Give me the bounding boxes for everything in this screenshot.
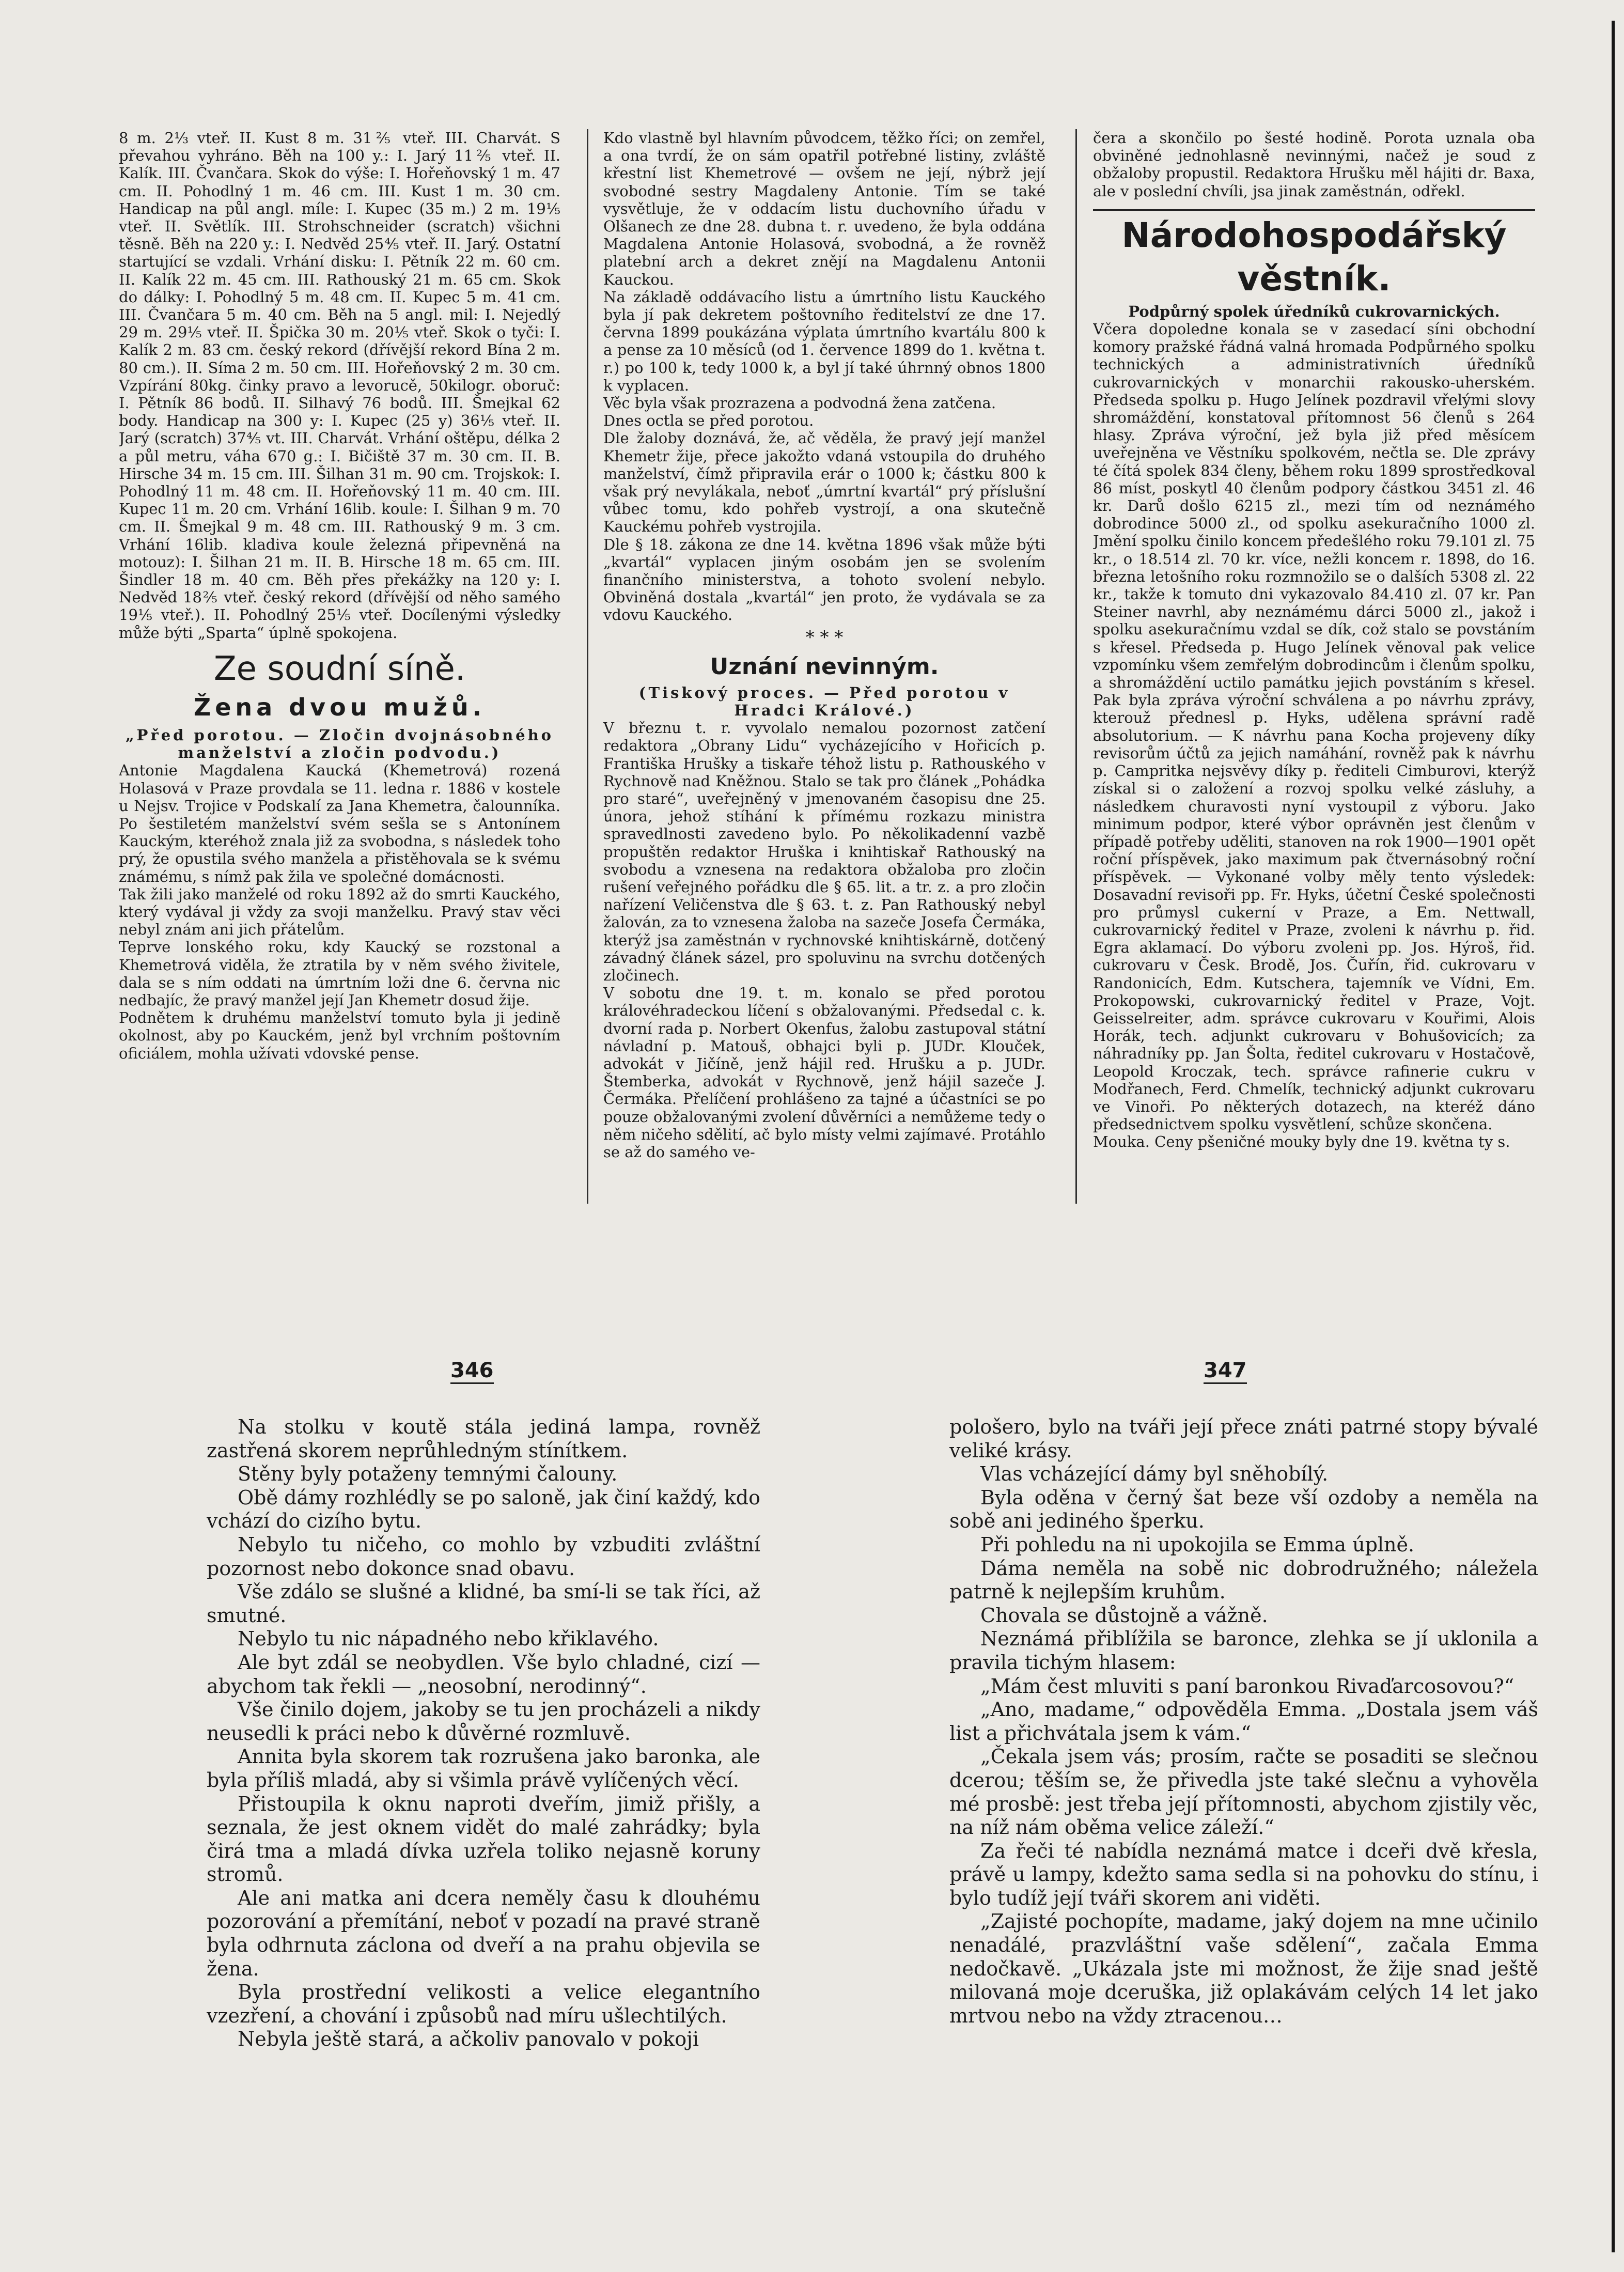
paragraph: Včera dopoledne konala se v zasedací síni obchodní komory pražské řádná valná hromada Podpůrného spolku technických a administrativních úředníků cukrovarnických v monarchii rakousko-uherském. Předseda spolku p. Hugo Jelínek pozdravil vřelými slovy shromáždění, konstatoval přítomnost 56 členů s 264 hlasy. Zpráva výroční, jež byla již před měsícem uveřejněna ve Věstníku spolkovém, nečtla se. Dle zprávy té čítá spolek 834 členy, během roku 1899 sprostředkoval 86 míst, poskytl 40 členům podpory částkou 3451 zl. 46 kr. Darů došlo 6215 zl., mezi tím od neznámého dobrodince 5000 zl., od spolku asekuračního 1000 zl. Jmění spolku činilo koncem předešlého roku 79.101 zl. 75 kr., o 18.514 zl. 70 kr. více, nežli koncem r. 1898, do 16. března letošního roku rozmnožilo se o dalších 5308 zl. 22 kr., takže k tomuto dni vykazovalo 84.410 zl. 07 kr. Pan Steiner navrhl, aby neznámému dárci 5000 zl., jakož i spolku asekuračnímu vzdal se dík, což stalo se povstáním s křesel. Předseda p. Hugo Jelínek věnoval pak velice vzpomínku všem zemřelým dobrodincům i členům spolku, a shromáždění uctilo památku jejich povstáním s křesel. Pak byla zpráva výroční schválena a po návrhu zprávy, kterouž přednesl p. Hyks, udělena správní radě absolutorium. — K návrhu pana Kocha projeveny díky revisorům účtů za jejich namáhání, rovněž pak k návrhu p. Campritka nejsvěvy díky p. řediteli Cimburovi, kterýž získal si o založení a rozvoj spolku velké zásluhy, a následkem churavosti nyní vystoupil z výboru. Jako minimum podpor, které výbor oprávněn jest členům v případě potřeby uděliti, stanoven na rok 1900—1901 opět roční příspěvek, jako maximum pak čtvernásobný roční příspěvek. — Vykonané volby měly tento výsledek: Dosavadní revisoři pp. Fr. Hyks, účetní České společnosti pro průmysl cukerní v Praze, a Em. Nettwall, cukrovarnický ředitel v Praze, zvoleni k návrhu p. řid. Egra aklamací. Do výboru zvoleni pp. Jos. Hýroš, řid. cukrovaru v Česk. Brodě, Jos. Čuřín, řid. cukrovaru v Randonicích, Edm. Kutschera, tajemník ve Vídni, Em. Prokopowski, cukrovarnický ředitel v Praze, Vojt. Geisselreiter, adm. správce cukrovaru v Kouřimi, Alois Horák, tech. adjunkt cukrovaru v Bohušovicích; za náhradníky pp. Jan Šolta, ředitel cukrovaru v Hostačově, Leopold Kroczak, tech. správce rafinerie cukru v Modřanech, Ferd. Chmelík, technický adjunkt cukrovaru ve Vinoři. Po některých dotazech, na kteréž dáno předsednictvem spolku vysvětlení, schůze skončena. xyxy=(1093,320,1535,1133)
book-paragraph: Ale byt zdál se neobydlen. Vše bylo chladné, cizí — abychom tak řekli — „neosobní, nerodinný“. xyxy=(207,1651,760,1698)
article-title: Podpůrný spolek úředníků cukrovarnických. xyxy=(1128,302,1500,320)
paragraph: čera a skončilo po šesté hodině. Porota uznala oba obviněné jednohlasně nevinnými, načež je soud z obžaloby propustil. Redaktora Hrušku měl hájiti dr. Baxa, ale v poslední chvíli, jsa jinak zaměstnán, odřekl. xyxy=(1093,129,1535,200)
paragraph: Podnětem k druhému manželství tomuto byla ji jedině okolnost, aby po Kauckém, jenž byl vrchním poštovním oficiálem, mohla užívati vdovské pense. xyxy=(119,1009,560,1062)
book-paragraph: Přistoupila k oknu naproti dveřím, jimiž přišly, a seznala, že jest oknem vidět do malé zahrádky; byla čirá tma a mladá dívka uzřela toliko nejasně koruny stromů. xyxy=(207,1792,760,1886)
book-paragraph: Za řeči té nabídla neznámá matce i dceři dvě křesla, právě u lampy, kdežto sama sedla si na pohovku do stínu, i bylo tudíž její tváři skorem ani viděti. xyxy=(949,1839,1538,1909)
paragraph: Antonie Magdalena Kaucká (Khemetrová) rozená Holasová v Praze provdala se 11. ledna r. 1886 v kostele u Nejsv. Trojice v Podskalí za Jana Khemetra, čalounníka. Po šestiletém manželství svém sešla se s Antonínem Kauckým, kteréhož znala již za svobodna, s následek toho prý, že opustila svého manžela a přistěhovala se k svému známému, s nímž pak žila ve společné domácnosti. xyxy=(119,761,560,885)
book-paragraph: Při pohledu na ni upokojila se Emma úplně. xyxy=(980,1533,1415,1556)
book-paragraph: Byla oděna v černý šat beze vší ozdoby a neměla na sobě ani jediného šperku. xyxy=(949,1486,1538,1533)
book-paragraph: Ale ani matka ani dcera neměly času k dlouhému pozorování a přemítání, neboť v pozadí na pravé straně byla odhrnuta záclona od dveří a na prahu objevila se žena. xyxy=(207,1886,760,1980)
book-paragraph: Neznámá přiblížila se baronce, zlehka se jí uklonila a pravila tichým hlasem: xyxy=(949,1627,1538,1674)
paragraph: Dle žaloby doznává, že, ač věděla, že pravý její manžel Khemetr žije, přece jakožto vdaná vstoupila do druhého manželství, čímž připravila erár o 1000 k; částku 800 k však prý nevylákala, neboť „úmrtní kvartál“ prý příslušní vůbec tomu, kdo pohřeb vystrojí, a ona skutečně Kauckému pohřeb vystrojila. xyxy=(603,429,1045,536)
paragraph: Na základě oddávacího listu a úmrtního listu Kauckého byla jí pak dekretem poštovního ředitelství ze dne 17. června 1899 poukázána výplata úmrtního kvartálu 800 k a pense za 10 měsíců (od 1. července 1899 do 1. května t. r.) po 100 k, tedy 1000 k, a byl jí také úhrnný obnos 1800 k vyplacen. xyxy=(603,288,1045,394)
book-paragraph: Chovala se důstojně a vážně. xyxy=(980,1604,1268,1627)
paragraph: Mouka. Ceny pšeničné mouky byly dne 19. května ty s. xyxy=(1093,1133,1510,1151)
paragraph: Kdo vlastně byl hlavním původcem, těžko říci; on zemřel, a ona tvrdí, že on sám opatřil potřebné listiny, zvláště křestní list Khemetrové — ovšem ne její, nýbrž její svobodné sestry Magdaleny Antonie. Tím se také vysvětluje, že v oddacím listu duchovního úřadu v Olšanech ze dne 28. dubna t. r. uvedeno, že byla oddána Magdalena Antonie Holasová, svobodná, a že rovněž platební arch a dekret znějí na Magdalenu Antonii Kauckou. xyxy=(603,129,1045,288)
book-paragraph: „Mám čest mluviti s paní baronkou Rivaďarcosovou?“ xyxy=(980,1674,1514,1698)
section-stars: * * * xyxy=(805,627,844,648)
column-3 xyxy=(1093,129,1535,1276)
book-paragraph: Byla prostřední velikosti a velice elegantního vzezření, a chování i způsobů nad míru ušlechtilých. xyxy=(207,1981,760,2027)
paragraph: Teprve lonského roku, kdy Kaucký se rozstonal a Khemetrová viděla, že ztratila by v něm svého živitele, dala se s ním oddati na úmrtním loži dne 6. června nic nedbajíc, že pravý manžel její Jan Khemetr dosud žije. xyxy=(119,938,560,1009)
article-title: Žena dvou mužů. xyxy=(193,693,486,721)
book-paragraph: Nebylo tu ničeho, co mohlo by vzbuditi zvláštní pozornost nebo dokonce snad obavu. xyxy=(207,1533,760,1580)
book-page-right xyxy=(949,1415,1538,2211)
book-paragraph: Vlas vcházející dámy byl sněhobílý. xyxy=(980,1462,1329,1486)
book-paragraph: Stěny byly potaženy temnými čalouny. xyxy=(238,1462,618,1486)
column-divider xyxy=(587,129,588,1204)
article-title: Uznání nevinným. xyxy=(710,653,939,680)
section-heading-economy: Národohospodářský věstník. xyxy=(1093,209,1535,301)
book-paragraph: Vše zdálo se slušné a klidné, ba smí-li se tak říci, až smutné. xyxy=(207,1580,760,1627)
paragraph: V březnu t. r. vyvolalo nemalou pozornost zatčení redaktora „Obrany Lidu“ vycházejícího v Hořicích p. Františka Hrušky a tiskaře téhož listu p. Rathouského v Rychnově nad Kněžnou. Stalo se tak pro článek „Pohádka pro staré“, uveřejněný v jmenovaném časopisu dne 25. února, jehož stíhání k přímému rozkazu ministra spravedlnosti zavedeno bylo. Po několikadenní vazbě propuštěn redaktor Hruška i knihtiskař Rathouský na svobodu a vznesena na redaktora obžaloba pro zločin rušení veřejného pořádku dle § 65. lit. a tr. z. a pro zločin nařízení Veličenstva dle § 63. t. z. Pan Rathouský nebyl žalován, za to vznesena žaloba na sazeče Josefa Čermáka, kterýž jsa zaměstnán v rychnovské knihtiskárně, dotčený závadný článek sázel, pro spoluvinu na svrchu dotčených zločinech. xyxy=(603,719,1045,984)
paragraph: Tak žili jako manželé od roku 1892 až do smrti Kauckého, který vydával ji vždy za svoji manželku. Pravý stav věci nebyl znám ani jich přátelům. xyxy=(119,885,560,939)
paragraph: V sobotu dne 19. t. m. konalo se před porotou královéhradeckou líčení s obžalovanými. Předsedal c. k. dvorní rada p. Norbert Okenfus, žalobu zastupoval státní návladní p. Matouš, obhajci byli p. JUDr. Klouček, advokát v Jičíně, jenž hájil red. Hrušku a p. JUDr. Štemberka, advokát v Rychnově, jenž hájil sazeče J. Čermáka. Přelíčení prohlášeno za tajné a účastníci se po pouze obžalovanými zvolení důvěrníci a nemůžeme tedy o něm ničeho sdělití, ač bylo místy velmi zajímavé. Protáhlo se až do samého ve- xyxy=(603,984,1045,1161)
book-paragraph: Vše činilo dojem, jakoby se tu jen procházeli a nikdy neusedli k práci nebo k důvěrné rozmluvě. xyxy=(207,1698,760,1745)
paragraph: Dle § 18. zákona ze dne 14. května 1896 však může býti „kvartál“ vyplacen jiným osobám jen se svolením finančního ministerstva, a tohoto svolení nebylo. Obviněná dostala „kvartál“ jen proto, že vydávala se za vdovu Kauckého. xyxy=(603,535,1045,624)
book-page-left xyxy=(207,1415,760,2211)
paragraph: Dnes octla se před porotou. xyxy=(603,412,814,430)
article-subtitle: „Před porotou. — Zločin dvojnásobného manželství a zločin podvodu.) xyxy=(125,726,554,762)
column-divider xyxy=(1075,129,1077,1204)
book-paragraph: „Zajisté pochopíte, madame, jaký dojem na mne učinilo nenadálé, prazvláštní vaše sdělení“, začala Emma nedočkavě. „Ukázala jste mi možnost, že žije snad ještě milovaná moje dceruška, již oplakávám celých 14 let jako mrtvou nebo na vždy ztracenou… xyxy=(949,1910,1538,2027)
page-number-right: 347 xyxy=(1204,1359,1247,1384)
book-paragraph: Na stolku v koutě stála jediná lampa, rovněž zastřená skorem neprůhledným stínítkem. xyxy=(207,1415,760,1462)
newspaper-block xyxy=(119,129,1534,1276)
book-paragraph: Dáma neměla na sobě nic dobrodružného; náležela patrně k nejlepším kruhům. xyxy=(949,1557,1538,1604)
book-paragraph: pološero, bylo na tváři její přece znáti patrné stopy bývalé veliké krásy. xyxy=(949,1415,1538,1462)
book-paragraph: Annita byla skorem tak rozrušena jako baronka, ale byla příliš mladá, aby si všimla právě vylíčených věcí. xyxy=(207,1745,760,1792)
book-paragraph: „Ano, madame,“ odpověděla Emma. „Dostala jsem váš list a přichvátala jsem k vám.“ xyxy=(949,1698,1538,1745)
book-paragraph: Nebyla ještě stará, a ačkoliv panovalo v pokoji xyxy=(238,2028,699,2051)
page-edge-rule xyxy=(1612,21,1615,2252)
paragraph: Věc byla však prozrazena a podvodná žena zatčena. xyxy=(603,394,996,412)
sport-results: 8 m. 2⅓ vteř. II. Kust 8 m. 31⅖ vteř. III. Charvát. S převahou vyhráno. Běh na 100 y.: I. Jarý 11⅖ vteř. II. Kalík. III. Čvančara. Skok do výše: I. Hořeňovský 1 m. 47 cm. II. Pohodlný 1 m. 46 cm. III. Kust 1 m. 30 cm. Handicap na půl angl. míle: I. Kupec (35 m.) 2 m. 19⅕ vteř. II. Světlík. III. Strohschneider (scratch) všichni těsně. Běh na 220 y.: I. Nedvěd 25⅘ vteř. II. Jarý. Ostatní startující se vzdali. Vrhání disku: I. Pětník 22 m. 60 cm. II. Kalík 22 m. 45 cm. III. Rathouský 21 m. 65 cm. Skok do dálky: I. Pohodlný 5 m. 48 cm. II. Kupec 5 m. 41 cm. III. Čvančara 5 m. 40 cm. Běh na 5 angl. mil: I. Nejedlý 29 m. 29⅕ vteř. II. Špička 30 m. 20⅕ vteř. Skok o tyči: I. Kalík 2 m. 83 cm. český rekord (dřívější rekord Bína 2 m. 80 cm.). II. Síma 2 m. 50 cm. III. Hořeňovský 2 m. 30 cm. Vzpírání 80kg. činky pravo a levorucě, 50kilogr. oboruč: I. Pětník 86 bodů. II. Silhavý 76 bodů. III. Šmejkal 62 body. Handicap na 300 y: I. Kupec (25 y) 36⅕ vteř. II. Jarý (scratch) 37⅘ vt. III. Charvát. Vrhání oštěpu, délka 2 a půl metru, váha 670 g.: I. Bičiště 37 m. 30 cm. II. B. Hirsche 34 m. 15 cm. III. Šilhan 31 m. 90 cm. Trojskok: I. Pohodlný 11 m. 48 cm. II. Hořeňovský 11 m. 40 cm. III. Kupec 11 m. 20 cm. Vrhání 16lib. koule: I. Šilhan 9 m. 70 cm. II. Šmejkal 9 m. 48 cm. III. Rathouský 9 m. 3 cm. Vrhání 16lib. kladiva koule železná připevněná na motouz): I. Šilhan 21 m. II. B. Hirsche 18 m. 65 cm. III. Šindler 18 m. 40 cm. Běh přes překážky na 120 y: I. Nedvěd 18⅖ vteř. český rekord (dřívější od něho samého 19⅕ vteř.). II. Pohodlný 25⅕ vteř. Docílenými výsledky může býti „Sparta“ úplně spokojena. xyxy=(119,129,560,642)
book-paragraph: Nebylo tu nic nápadného nebo křiklavého. xyxy=(238,1627,659,1651)
book-paragraph: Obě dámy rozhlédly se po saloně, jak činí každý, kdo vchází do cizího bytu. xyxy=(207,1486,760,1533)
column-1 xyxy=(119,129,560,1276)
column-2 xyxy=(603,129,1045,1276)
book-paragraph: „Čekala jsem vás; prosím, račte se posaditi se slečnou dcerou; těším se, že přivedla jste také slečnu a vyhověla mé prosbě: jest třeba její přítomnosti, abychom zjistily věc, na níž nám oběma velice záleží.“ xyxy=(949,1745,1538,1839)
article-subtitle: (Tiskový proces. — Před porotou v Hradci Králové.) xyxy=(638,683,1010,719)
page-number-left: 346 xyxy=(450,1359,494,1384)
section-heading-court: Ze soudní síně. xyxy=(213,649,466,688)
